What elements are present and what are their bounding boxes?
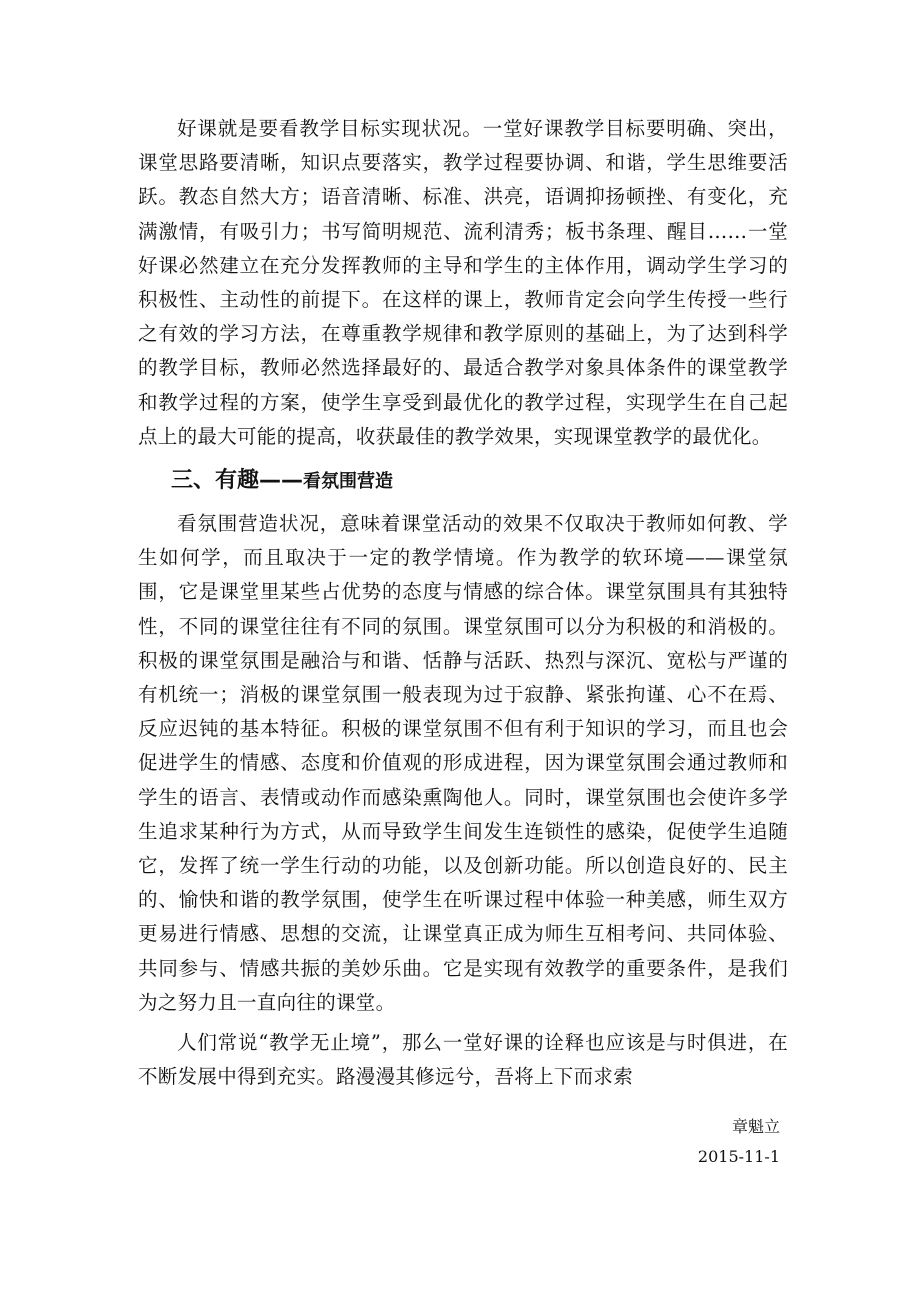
body-paragraph-goals: 好课就是要看教学目标实现状况。一堂好课教学目标要明确、突出，课堂思路要清晰，知识点要落实，教学过程要协调、和谐，学生思维要活跃。教态自然大方；语音清晰、标准、洪亮，语调抑扬顿挫、有变化，充满激情，有吸引力；书写简明规范、流利清秀；板书条理、醒目……一堂好课必然建立在充分发挥教师的主导和学生的主体作用，调动学生学习的积极性、主动性的前提下。在这样的课上，教师肯定会向学生传授一些行之有效的学习方法，在尊重教学规律和教学原则的基础上，为了达到科学的教学目标，教师必然选择最好的、最适合教学对象具体条件的课堂教学和教学过程的方案，使学生享受到最优化的教学过程，实现学生在自己起点上的最大可能的提高，收获最佳的教学效果，实现课堂教学的最优化。 — [138, 117, 788, 448]
author-name: 章魁立 — [731, 1117, 780, 1137]
document-date: 2015-11-1 — [697, 1147, 780, 1167]
document-page — [138, 112, 788, 1172]
section-heading-main: 三、有趣—— — [171, 468, 304, 494]
body-paragraph-atmosphere: 看氛围营造状况，意味着课堂活动的效果不仅取决于教师如何教、学生如何学，而且取决于一定的教学情境。作为教学的软环境——课堂氛围，它是课堂里某些占优势的态度与情感的综合体。课堂氛围具有其独特性，不同的课堂往往有不同的氛围。课堂氛围可以分为积极的和消极的。积极的课堂氛围是融洽与和谐、恬静与活跃、热烈与深沉、宽松与严谨的有机统一；消极的课堂氛围一般表现为过于寂静、紧张拘谨、心不在焉、反应迟钝的基本特征。积极的课堂氛围不但有利于知识的学习，而且也会促进学生的情感、态度和价值观的形成进程，因为课堂氛围会通过教师和学生的语言、表情或动作而感染熏陶他人。同时，课堂氛围也会使许多学生追求某种行为方式，从而导致学生间发生连锁性的感染，促使学生追随它，发挥了统一学生行动的功能，以及创新功能。所以创造良好的、民主的、愉快和谐的教学氛围，使学生在听课过程中体验一种美感，师生双方更易进行情感、思想的交流，让课堂真正成为师生互相考问、共同体验、共同参与、情感共振的美妙乐曲。它是实现有效教学的重要条件，是我们为之努力且一直向往的课堂。 — [138, 512, 788, 1014]
section-heading-sub: 看氛围营造 — [303, 471, 394, 493]
signature-block — [138, 1112, 788, 1172]
body-paragraph-closing: 人们常说“教学无止境”，那么一堂好课的诠释也应该是与时俱进，在不断发展中得到充实。路漫漫其修远兮，吾将上下而求索 — [138, 1031, 788, 1089]
section-heading — [138, 464, 788, 499]
